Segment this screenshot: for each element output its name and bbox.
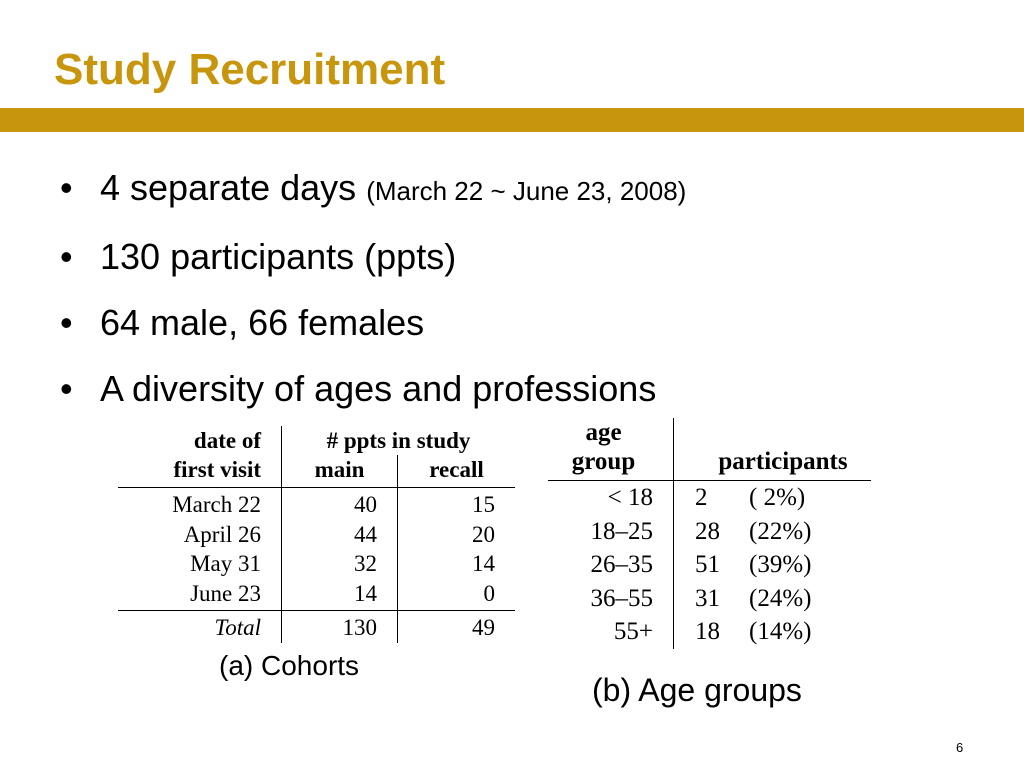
cell-count: 31 bbox=[695, 584, 720, 612]
cell-percent: (39%) bbox=[749, 551, 812, 578]
cell-percent: (24%) bbox=[749, 584, 812, 612]
bullet-dot: • bbox=[60, 368, 73, 409]
cohorts-table-figure bbox=[118, 426, 515, 643]
page-number: 6 bbox=[956, 740, 964, 755]
table-row bbox=[548, 548, 871, 582]
bullet-dot: • bbox=[60, 167, 73, 208]
cell-count: 18 bbox=[695, 618, 720, 645]
cell-total-main: 130 bbox=[282, 611, 398, 643]
cell-age-group: 36–55 bbox=[548, 582, 674, 616]
cell-total-label: Total bbox=[118, 611, 282, 643]
cell-total-recall: 49 bbox=[398, 611, 516, 643]
table-row bbox=[548, 582, 871, 616]
cell-recall: 14 bbox=[472, 551, 495, 576]
cell-percent: (14%) bbox=[749, 618, 812, 645]
header-date-line2: first visit bbox=[118, 455, 282, 488]
table-header-row bbox=[118, 455, 515, 488]
cell-main: 44 bbox=[282, 520, 398, 550]
bullet-item bbox=[60, 356, 686, 422]
bullet-text: A diversity of ages and professions bbox=[100, 368, 657, 409]
age-groups-caption: (b) Age groups bbox=[592, 672, 802, 708]
cell-recall: 20 bbox=[472, 521, 495, 547]
cell-count: 51 bbox=[695, 551, 720, 578]
cell-date: March 22 bbox=[118, 488, 282, 520]
cell-date: April 26 bbox=[118, 520, 282, 550]
table-row bbox=[548, 481, 871, 515]
bullet-item bbox=[60, 155, 686, 224]
cohorts-caption: (a) Cohorts bbox=[219, 650, 360, 681]
table-row bbox=[118, 488, 515, 520]
cell-date: June 23 bbox=[118, 579, 282, 611]
cell-count: 2 bbox=[695, 484, 708, 511]
age-groups-table bbox=[548, 418, 871, 649]
slide-title: Study Recruitment bbox=[54, 45, 446, 94]
bullet-dot: • bbox=[60, 302, 73, 343]
bullet-text: 4 separate days bbox=[100, 167, 357, 208]
bullet-item bbox=[60, 290, 686, 356]
cell-date: May 31 bbox=[118, 549, 282, 579]
cell-main: 40 bbox=[282, 488, 398, 520]
bullet-text: 64 male, 66 females bbox=[100, 302, 425, 343]
table-total-row bbox=[118, 611, 515, 643]
cell-age-group: 18–25 bbox=[548, 515, 674, 549]
bullet-list bbox=[60, 155, 686, 422]
bullet-dot: • bbox=[60, 236, 73, 277]
header-participants: participants bbox=[674, 447, 872, 481]
bullet-note: (March 22 ~ June 23, 2008) bbox=[366, 176, 687, 206]
table-header-row bbox=[548, 447, 871, 481]
header-ppts-group: # ppts in study bbox=[326, 428, 471, 453]
table-row bbox=[118, 579, 515, 611]
cell-recall: 15 bbox=[472, 492, 495, 517]
table-header-row bbox=[118, 426, 515, 455]
header-recall: recall bbox=[398, 455, 516, 488]
table-row bbox=[548, 615, 871, 649]
header-age-line1: age bbox=[548, 418, 674, 447]
cell-age-group: 55+ bbox=[548, 615, 674, 649]
header-empty bbox=[674, 418, 872, 447]
table-row bbox=[118, 549, 515, 579]
cell-recall: 0 bbox=[483, 580, 495, 606]
cell-main: 14 bbox=[282, 579, 398, 611]
cohorts-table bbox=[118, 426, 515, 643]
age-groups-table-figure bbox=[548, 418, 871, 649]
header-main: main bbox=[282, 455, 398, 488]
table-header-row bbox=[548, 418, 871, 447]
header-date-line1: date of bbox=[118, 426, 282, 455]
table-row bbox=[118, 520, 515, 550]
cell-age-group: < 18 bbox=[548, 481, 674, 515]
cell-percent: (22%) bbox=[749, 517, 812, 545]
cell-percent: ( 2%) bbox=[749, 484, 806, 511]
cell-age-group: 26–35 bbox=[548, 548, 674, 582]
bullet-item bbox=[60, 224, 686, 290]
cell-count: 28 bbox=[695, 517, 720, 545]
bullet-text: 130 participants (ppts) bbox=[100, 236, 457, 277]
table-row bbox=[548, 515, 871, 549]
title-divider-bar bbox=[0, 108, 1024, 132]
header-age-line2: group bbox=[548, 447, 674, 481]
cell-main: 32 bbox=[282, 549, 398, 579]
